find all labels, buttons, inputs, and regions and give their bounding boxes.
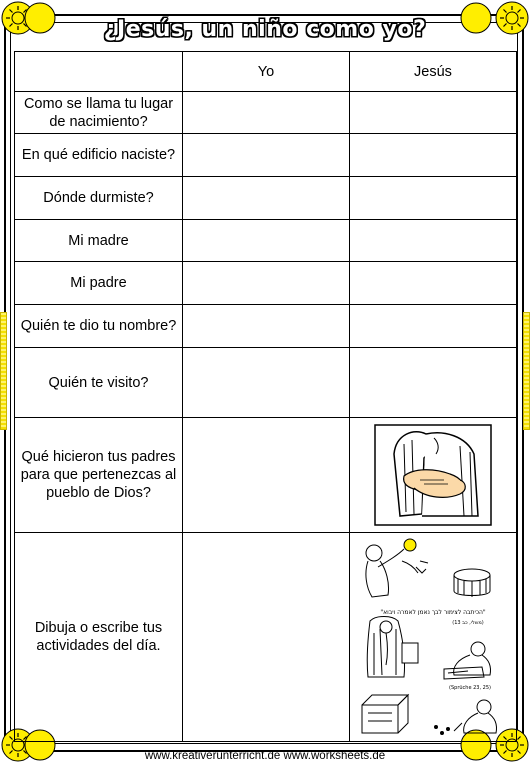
well-icon	[454, 569, 490, 597]
answer-cell-yo[interactable]	[183, 177, 350, 220]
answer-cell-yo[interactable]	[183, 134, 350, 177]
illustration-verse-ref-1: (משלי, כב 13)	[452, 620, 484, 626]
rabbi-reading-icon	[367, 617, 418, 678]
header-cell-yo: Yo	[183, 52, 350, 92]
page-title: ¿Jesús, un niño como yo?	[103, 17, 427, 42]
answer-cell-yo[interactable]	[183, 92, 350, 134]
boy-playing-icon	[435, 700, 497, 735]
question-cell: Como se llama tu lugar de nacimiento?	[15, 92, 183, 134]
answer-cell-yo[interactable]	[183, 305, 350, 348]
right-decorative-bar	[523, 312, 530, 430]
answer-cell-jesus[interactable]	[350, 305, 517, 348]
table-row	[15, 177, 517, 220]
table-row	[15, 305, 517, 348]
header-cell-blank	[15, 52, 183, 92]
daily-activities-illustration	[358, 537, 508, 737]
table-row	[15, 134, 517, 177]
illustration-verse-ref-2: (Sprüche 23, 25)	[449, 685, 491, 691]
table-row	[15, 418, 517, 533]
answer-cell-yo[interactable]	[183, 533, 350, 742]
answer-cell-yo[interactable]	[183, 348, 350, 418]
answer-cell-jesus[interactable]	[350, 92, 517, 134]
boy-drinking-icon	[366, 539, 428, 597]
answer-cell-yo[interactable]	[183, 220, 350, 262]
table-row	[15, 92, 517, 134]
table-row	[15, 533, 517, 742]
answer-cell-jesus[interactable]	[350, 134, 517, 177]
question-cell: Quién te dio tu nombre?	[15, 305, 183, 348]
worksheet-table	[14, 51, 517, 742]
answer-cell-jesus[interactable]	[350, 177, 517, 220]
question-cell: En qué edificio naciste?	[15, 134, 183, 177]
circumcision-illustration	[374, 424, 492, 526]
table-row	[15, 262, 517, 305]
question-cell: Quién te visito?	[15, 348, 183, 418]
left-decorative-bar	[0, 312, 7, 430]
answer-cell-jesus[interactable]	[350, 220, 517, 262]
child-writing-icon	[444, 642, 491, 679]
answer-cell-yo[interactable]	[183, 418, 350, 533]
answer-cell-yo[interactable]	[183, 262, 350, 305]
table-row	[15, 220, 517, 262]
answer-cell-jesus[interactable]	[350, 348, 517, 418]
answer-cell-jesus[interactable]	[350, 418, 517, 533]
question-cell: Dibuja o escribe tus actividades del día.	[15, 533, 183, 742]
carpenter-icon	[362, 695, 408, 733]
illustration-caption: "הכיתבה לצימור לבך נאמן לאמרה ויבוא"	[380, 609, 486, 616]
answer-cell-jesus[interactable]	[350, 262, 517, 305]
answer-cell-jesus[interactable]	[350, 533, 517, 742]
footer-credit: www.kreativerunterricht.de www.worksheets.de	[144, 750, 386, 762]
question-cell: Dónde durmiste?	[15, 177, 183, 220]
table-row	[15, 348, 517, 418]
header-cell-jesus: Jesús	[350, 52, 517, 92]
question-cell: Mi madre	[15, 220, 183, 262]
question-cell: Mi padre	[15, 262, 183, 305]
table-header-row	[15, 52, 517, 92]
question-cell: Qué hicieron tus padres para que pertenezcas al pueblo de Dios?	[15, 418, 183, 533]
